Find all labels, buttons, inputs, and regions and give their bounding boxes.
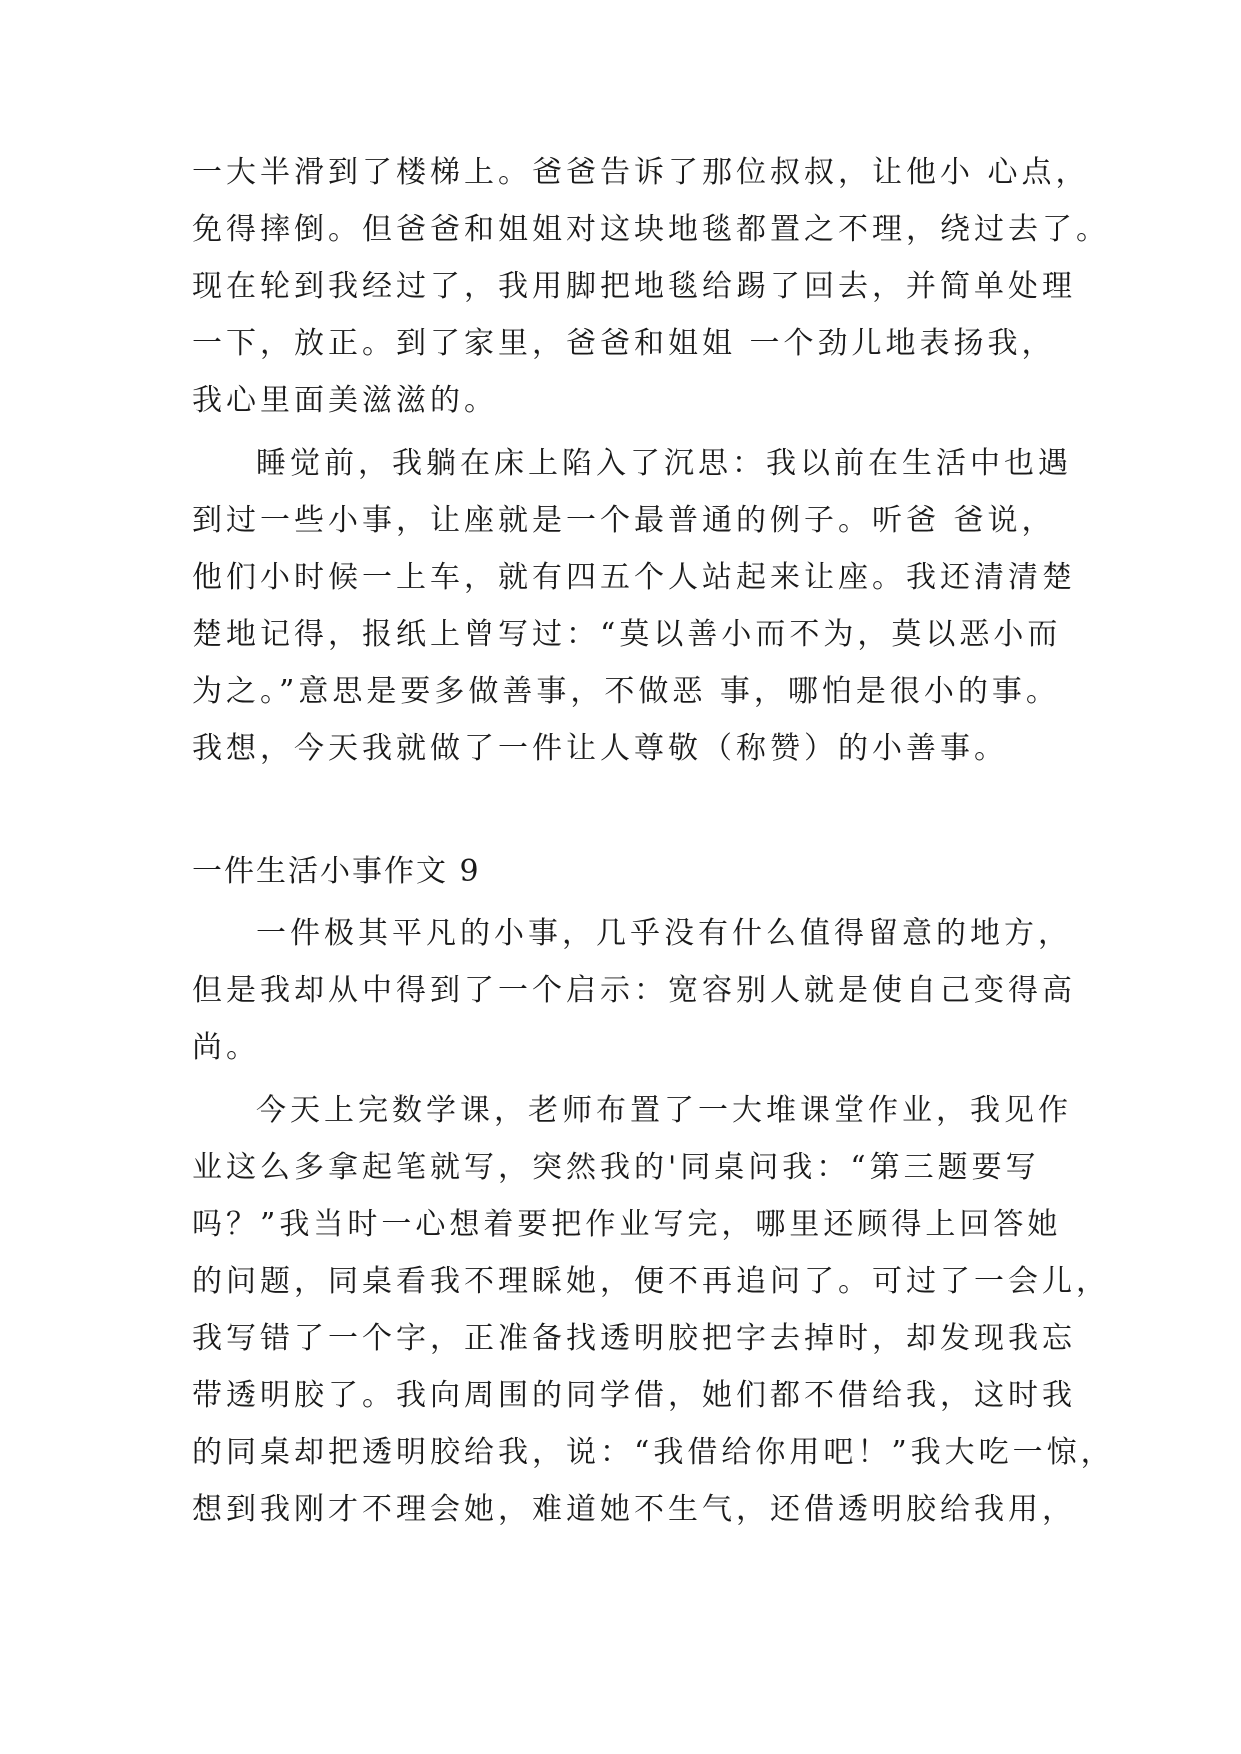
- paragraph-line: 现在轮到我经过了，我用脚把地毯给踢了回去，并简单处理: [192, 269, 1076, 304]
- section-heading: 一件生活小事作文 9: [192, 854, 481, 889]
- paragraph-line: 的同桌却把透明胶给我，说：“我借给你用吧！”我大吃一惊，: [192, 1435, 1115, 1470]
- paragraph-line: 的问题，同桌看我不理睬她，便不再追问了。可过了一会儿，: [192, 1264, 1110, 1299]
- paragraph-line: 为之。”意思是要多做善事，不做恶 事，哪怕是很小的事。: [192, 674, 1060, 709]
- paragraph-line: 他们小时候一上车，就有四五个人站起来让座。我还清清楚: [192, 560, 1076, 595]
- paragraph-line: 我心里面美滋滋的。: [192, 383, 498, 418]
- paragraph-line: 一下，放正。到了家里，爸爸和姐姐 一个劲儿地表扬我，: [192, 326, 1056, 361]
- paragraph-line: 吗？”我当时一心想着要把作业写完，哪里还顾得上回答她: [192, 1207, 1062, 1242]
- paragraph-line: 楚地记得，报纸上曾写过：“莫以善小而不为，莫以恶小而: [192, 617, 1062, 652]
- paragraph-line: 到过一些小事，让座就是一个最普通的例子。听爸 爸说，: [192, 503, 1056, 538]
- paragraph-line: 我想，今天我就做了一件让人尊敬（称赞）的小善事。: [192, 731, 1008, 766]
- paragraph-line: 睡觉前，我躺在床上陷入了沉思：我以前在生活中也遇: [256, 446, 1072, 481]
- paragraph-line: 一大半滑到了楼梯上。爸爸告诉了那位叔叔，让他小 心点，: [192, 155, 1090, 190]
- paragraph-line: 我写错了一个字，正准备找透明胶把字去掉时，却发现我忘: [192, 1321, 1076, 1356]
- paragraph-line: 带透明胶了。我向周围的同学借，她们都不借给我，这时我: [192, 1378, 1076, 1413]
- paragraph-line: 免得摔倒。但爸爸和姐姐对这块地毯都置之不理，绕过去了。: [192, 212, 1110, 247]
- paragraph-line: 尚。: [192, 1030, 260, 1065]
- paragraph-line: 一件极其平凡的小事，几乎没有什么值得留意的地方，: [256, 916, 1072, 951]
- paragraph-line: 想到我刚才不理会她，难道她不生气，还借透明胶给我用，: [192, 1492, 1076, 1527]
- paragraph-line: 但是我却从中得到了一个启示：宽容别人就是使自己变得高: [192, 973, 1076, 1008]
- paragraph-line: 今天上完数学课，老师布置了一大堆课堂作业，我见作: [256, 1093, 1072, 1128]
- paragraph-line: 业这么多拿起笔就写，突然我的'同桌问我：“第三题要写: [192, 1150, 1040, 1185]
